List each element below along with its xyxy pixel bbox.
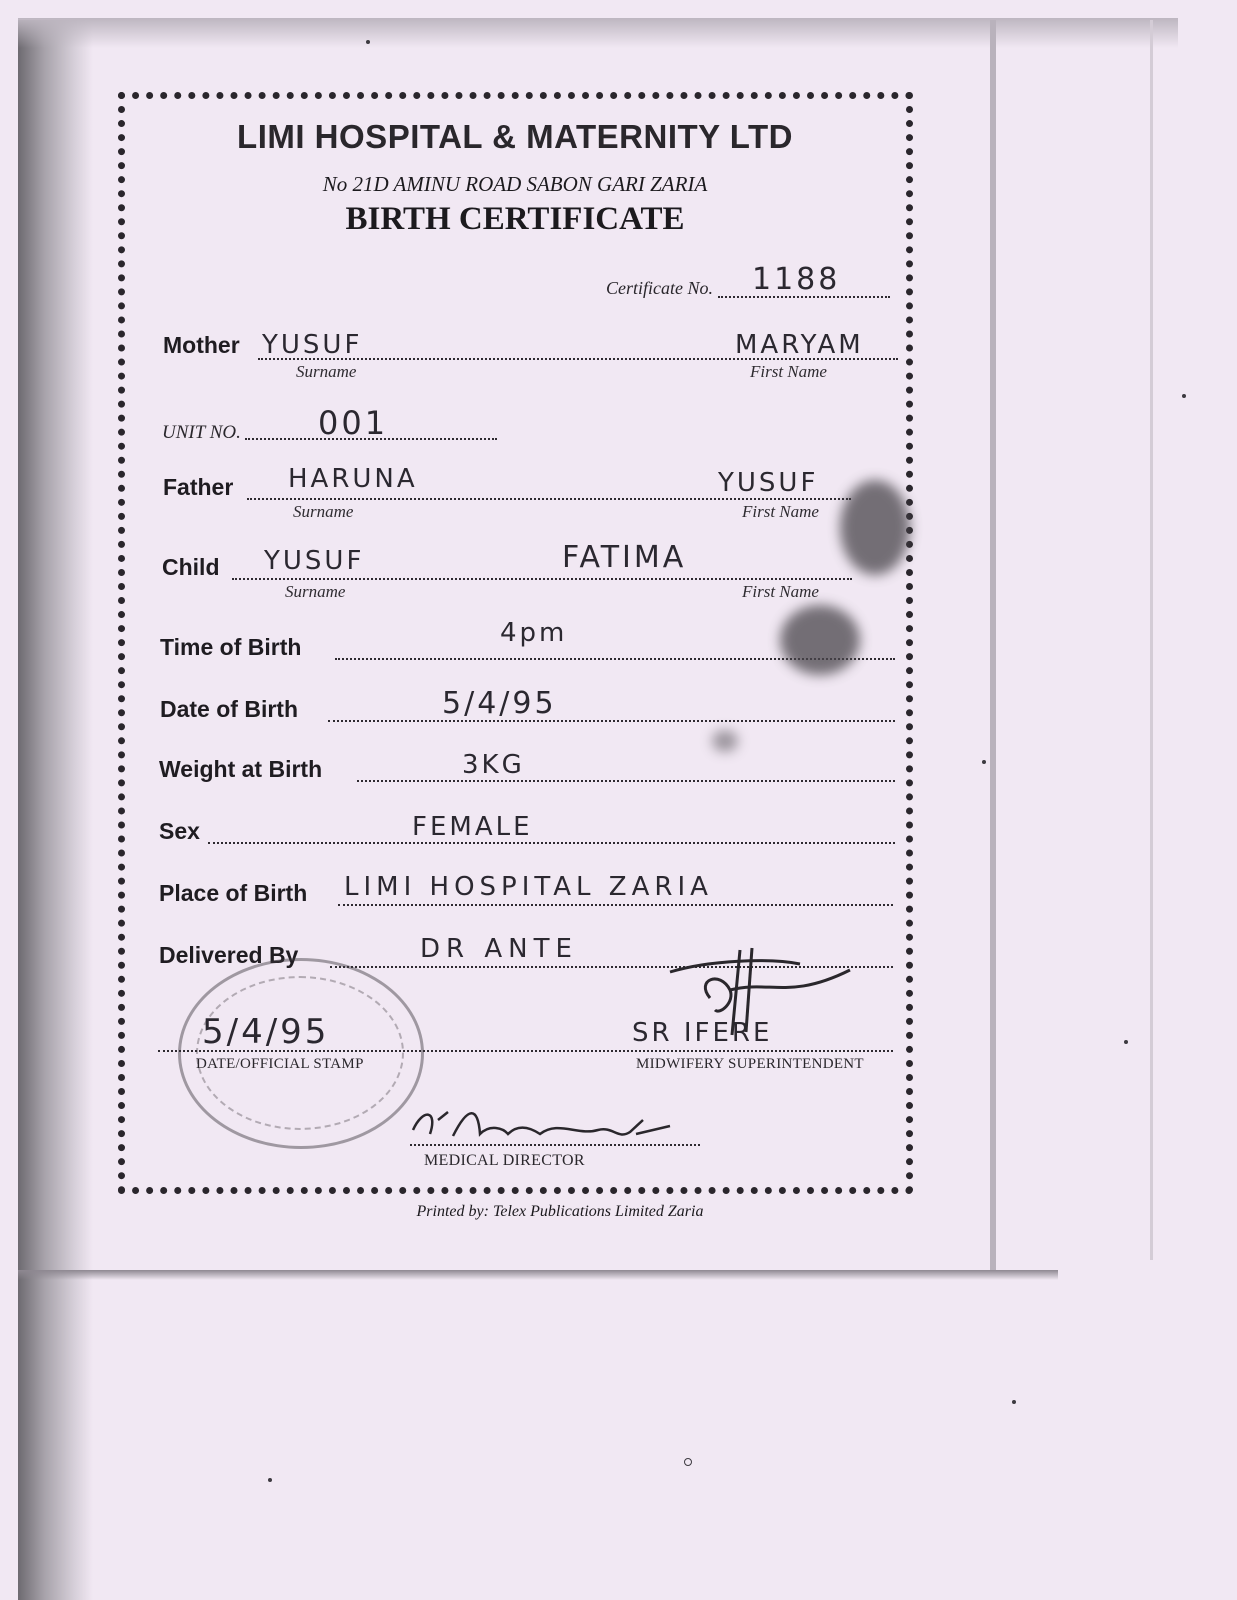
sex-value: FEMALE xyxy=(412,812,533,842)
scan-speck xyxy=(366,40,370,44)
child-first-name: FATIMA xyxy=(562,540,687,575)
sex-line xyxy=(208,842,895,844)
certificate-number-label: Certificate No. xyxy=(606,278,713,298)
hospital-name: LIMI HOSPITAL & MATERNITY LTD xyxy=(237,118,793,155)
director-line xyxy=(410,1144,700,1146)
father-line xyxy=(247,498,851,500)
place-of-birth-value: LIMI HOSPITAL ZARIA xyxy=(344,872,713,902)
midwife-signature xyxy=(650,940,870,1050)
mother-surname: YUSUF xyxy=(262,330,363,360)
certificate-number-value: 1188 xyxy=(752,262,841,297)
father-surname-caption: Surname xyxy=(293,502,354,521)
father-surname: HARUNA xyxy=(288,464,418,494)
paper-edge xyxy=(990,20,996,1270)
mother-label: Mother xyxy=(163,332,240,358)
weight-line xyxy=(357,780,895,782)
date-stamp-caption: DATE/OFFICIAL STAMP xyxy=(196,1056,364,1072)
director-signature xyxy=(408,1100,698,1148)
father-first-name-caption: First Name xyxy=(742,502,819,521)
date-of-birth-value: 5/4/95 xyxy=(442,686,557,721)
child-line xyxy=(232,578,852,580)
father-label: Father xyxy=(163,474,234,500)
weight-value: 3KG xyxy=(462,750,525,780)
unit-number-value: 001 xyxy=(318,404,389,442)
signature-date-value: 5/4/95 xyxy=(202,1012,330,1052)
scan-speck xyxy=(982,760,986,764)
printed-by: Printed by: Telex Publications Limited Zaria xyxy=(416,1203,704,1220)
time-of-birth-label: Time of Birth xyxy=(160,634,302,660)
place-of-birth-label: Place of Birth xyxy=(159,880,308,906)
unit-number-label: UNIT NO. xyxy=(162,422,241,443)
delivered-by-value: DR ANTE xyxy=(420,934,578,964)
scan-speck xyxy=(1182,394,1186,398)
scan-shadow-top xyxy=(18,18,1178,48)
ink-smudge xyxy=(840,480,910,575)
director-caption: MEDICAL DIRECTOR xyxy=(424,1152,585,1169)
scan-speck xyxy=(1012,1400,1016,1404)
ink-smudge xyxy=(712,730,738,752)
mother-first-name-caption: First Name xyxy=(750,362,827,381)
time-of-birth-value: 4pm xyxy=(500,618,568,648)
ink-smudge xyxy=(780,605,860,675)
child-surname-caption: Surname xyxy=(285,582,346,601)
midwife-name-value: SR IFERE xyxy=(632,1018,773,1048)
official-stamp-ring xyxy=(196,976,404,1130)
paper-edge xyxy=(1150,20,1153,1260)
scan-speck xyxy=(1124,1040,1128,1044)
scan-speck xyxy=(268,1478,272,1482)
date-of-birth-line xyxy=(328,720,895,722)
weight-label: Weight at Birth xyxy=(159,756,323,782)
hospital-address: No 21D AMINU ROAD SABON GARI ZARIA xyxy=(322,172,708,196)
document-title: BIRTH CERTIFICATE xyxy=(345,201,685,237)
mother-first-name: MARYAM xyxy=(735,330,864,360)
child-label: Child xyxy=(162,554,220,580)
scan-speck xyxy=(684,1458,692,1466)
paper-edge xyxy=(18,1270,1058,1280)
mother-surname-caption: Surname xyxy=(296,362,357,381)
sex-label: Sex xyxy=(159,818,200,844)
date-of-birth-label: Date of Birth xyxy=(160,696,298,722)
father-first-name: YUSUF xyxy=(718,468,819,498)
delivered-by-label: Delivered By xyxy=(159,942,299,968)
midwife-caption: MIDWIFERY SUPERINTENDENT xyxy=(636,1056,864,1072)
scan-shadow-left xyxy=(18,20,93,1600)
place-of-birth-line xyxy=(338,904,893,906)
child-first-name-caption: First Name xyxy=(742,582,819,601)
child-surname: YUSUF xyxy=(264,546,365,576)
